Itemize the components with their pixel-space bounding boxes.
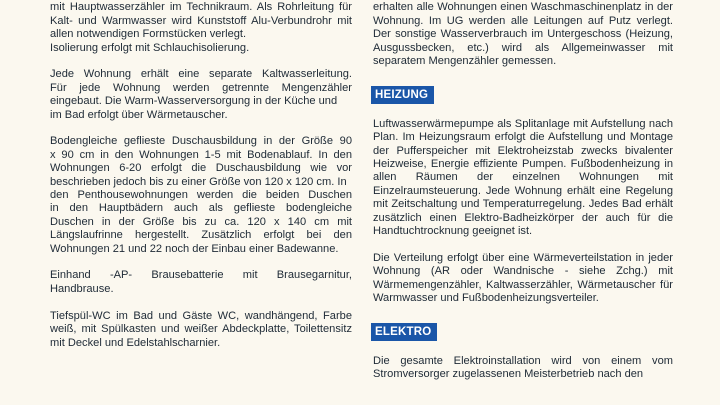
text-line: Für jede Wohnung werden getrennte Mengenzähler eingebaut. Die Warm-Wasserversorgung in der Küche und (50, 81, 352, 108)
text-line: x 90 cm in den Wohnungen 1-5 mit Bodenablauf. In den (50, 148, 352, 161)
text-line: Jede Wohnung erhält eine separate Kaltwasserleitung. (50, 68, 352, 81)
heating-heading: HEIZUNG (371, 86, 434, 104)
text-line: den Penthousewohnungen werden die beiden Duschen (50, 189, 352, 202)
electro-heading: ELEKTRO (371, 323, 437, 341)
text-line: Wohnungen 6-20 erfolgt die Duschausbildung wie vor beschrieben jedoch bis zu einer Größe von 120 x 120 cm. In (50, 162, 352, 188)
text-line: mit Hauptwasserzähler im Technikraum. Als Rohrleitung für Kalt- und Warmwasser wird Kunststoff Alu-Verbundrohr mit allen notwendigen Formstücken verlegt. (50, 1, 352, 41)
toilet-paragraph (50, 310, 352, 350)
text-line: in den Hauptbädern auch als geflieste bodengleiche Duschen in der Größe bis zu ca. 120 x 140 cm mit Längslaufrinne hergestellt. Zusätzlich erfolgt bei den Wohnungen 21 und 22 noch der Einbau einer Badewanne. (50, 202, 352, 255)
text-line: Tiefspül-WC im Bad und Gäste WC, wandhängend, Farbe weiß, mit Spülkasten und weißer Abdeckplatte, Toilettensitz mit Deckel und Edelstahlscharnier. (50, 309, 352, 349)
text-line: Einhand -AP- Brausebatterie mit Brausegarnitur, Handbrause. (50, 269, 352, 295)
electrical-installation-paragraph: Die gesamte Elektroinstallation wird von einem vom Stromversorger zugelassenen Meisterbetrieb nach den (373, 354, 673, 381)
text-line: Bodengleiche geflieste Duschausbildung in der Größe 90 (50, 135, 352, 148)
text-line: Isolierung erfolgt mit Schlauchisolierung. (50, 41, 250, 54)
left-column (50, 0, 352, 363)
shower-paragraph (50, 135, 352, 256)
water-supply-paragraph (50, 0, 352, 55)
cold-water-paragraph (50, 68, 352, 122)
heat-distribution-paragraph: Die Verteilung erfolgt über eine Wärmeverteilstation in jeder Wohnung (AR oder Wandnische - siehe Zchg.) mit Wärmemengenzähler, Kaltwasserzähler, Wärmetauscher für Warmwasser und Fußbodenheizungsverteiler. (373, 251, 673, 305)
shower-fitting-paragraph (50, 269, 352, 296)
water-meter-paragraph: erhalten alle Wohnungen einen Waschmaschinenplatz in der Wohnung. Im UG werden alle Leitungen auf Putz verlegt. Der sonstige Wasserverbrauch im Untergeschoss (Heizung, Ausgussbecken, etc.) wird als Allgemeinwasser mit separatem Mengenzähler gemessen. (373, 1, 673, 68)
heat-pump-paragraph: Luftwasserwärmepumpe als Splitanlage mit Aufstellung nach Plan. Im Heizungsraum erfolgt die Aufstellung und Montage der Pufferspeicher mit Elektroheizstab zwecks bivalenter Heizweise, Energie effiziente Pumpen. Fußbodenheizung in allen Räumen der einzelnen Wohnungen mit Einzelraumsteuerung. Jede Wohnung erhält eine Regelung mit Zeitschaltung und Temperaturregelung. Jedes Bad erhält zusätzlich einen Elektro-Badheizkörper der auch für die Handtuchtrocknung geeignet ist. (373, 117, 673, 238)
right-column (373, 0, 673, 395)
text-line: im Bad erfolgt über Wärmetauscher. (50, 108, 228, 121)
